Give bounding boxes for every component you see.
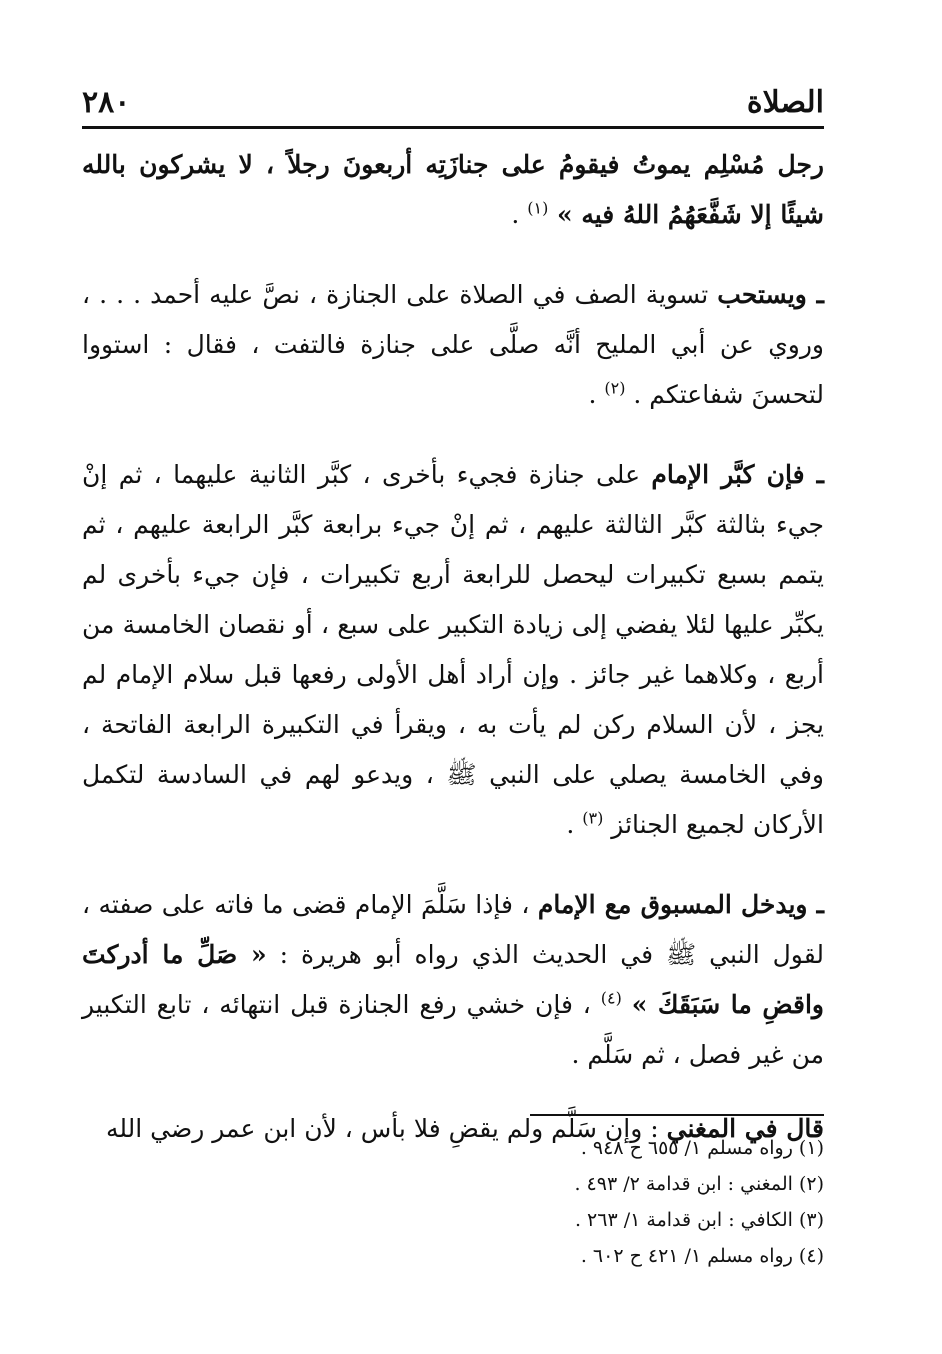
text-run: تسوية الصف في الصلاة على الجنازة ، نصَّ عليه أحمد . . . ، وروي عن أبي المليح أنَّه صلَّى على جنازة فالتفت ، فقال : استووا لتحسنَ شفاعتكم .	[82, 280, 824, 409]
text-run: على جنازة فجيء بأخرى ، كبَّر الثانية عليهما ، ثم إنْ جيء بثالثة كبَّر الثالثة عليهم ، ثم إنْ جيء برابعة كبَّر الرابعة عليهم ، ثم يتمم بسبع تكبيرات ليحصل للرابعة أربع تكبيرات ، فإن جيء بأخرى لم يكبِّر عليها لئلا يفضي إلى زيادة التكبير على سبع ، أو نقصان الخامسة من أربع ، وكلاهما غير جائز . وإن أراد أهل الأولى رفعها قبل سلام الإمام لم يجز ، لأن السلام ركن لم يأت به ، ويقرأ في التكبيرة الرابعة الفاتحة ، وفي الخامسة يصلي على النبي ﷺ ، ويدعو لهم في السادسة لتكمل الأركان لجميع الجنائز	[82, 460, 824, 839]
chapter-title: الصلاة	[746, 85, 824, 120]
hadith-text: « صَلِّ ما أدركتَ واقضِ ما سَبَقَكَ »	[82, 940, 824, 1019]
footnote-marker: (٣)	[582, 808, 604, 828]
paragraph	[82, 450, 824, 850]
hadith-text: رجل مُسْلِم يموتُ فيقومُ على جنازَتِه أربعونَ رجلاً ، لا يشركون بالله شيئًا إلا شَفَّعَهُمُ اللهُ فيه »	[82, 150, 824, 229]
text-run: .	[511, 200, 528, 229]
footnotes	[300, 1130, 824, 1274]
text-run: ، فإن خشي رفع الجنازة قبل انتهائه ، تابع التكبير من غير فصل ، ثم سَلَّم .	[82, 990, 824, 1069]
footnote-marker: (٤)	[600, 988, 622, 1008]
footnote: (٣) الكافي : ابن قدامة ١/ ٢٦٣ .	[574, 1209, 824, 1231]
footnote-divider	[530, 1114, 824, 1116]
footnote-marker: (١)	[527, 198, 549, 218]
paragraph	[82, 880, 824, 1080]
section-lead: ـ فإن كبَّر الإمام	[651, 460, 825, 489]
section-lead: ـ ويدخل المسبوق مع الإمام	[537, 890, 824, 919]
footnote: (٤) رواه مسلم ١/ ٤٢١ ح ٦٠٢ .	[580, 1245, 824, 1267]
text-run: : وإن سَلَّم ولم يقضِ فلا بأس ، لأن ابن عمر رضي الله	[105, 1114, 667, 1143]
footnote: (١) رواه مسلم ١/ ٦٥٥ ح ٩٤٨ .	[580, 1137, 824, 1159]
paragraph	[82, 270, 824, 420]
paragraph	[82, 140, 824, 240]
running-head	[82, 70, 824, 129]
text-run: .	[588, 380, 605, 409]
page-number: ٢٨٠	[82, 85, 131, 120]
footnote: (٢) المغني : ابن قدامة ٢/ ٤٩٣ .	[574, 1173, 824, 1195]
text-run: ، فإذا سَلَّمَ الإمام قضى ما فاته على صفته ، لقول النبي ﷺ في الحديث الذي رواه أبو هريرة :	[82, 890, 824, 969]
body-text	[82, 140, 824, 1154]
text-run	[622, 990, 632, 1019]
text-run: .	[566, 810, 583, 839]
section-lead: قال في المغني	[666, 1114, 824, 1143]
section-lead: ـ ويستحب	[717, 280, 825, 309]
footnote-marker: (٢)	[604, 378, 626, 398]
